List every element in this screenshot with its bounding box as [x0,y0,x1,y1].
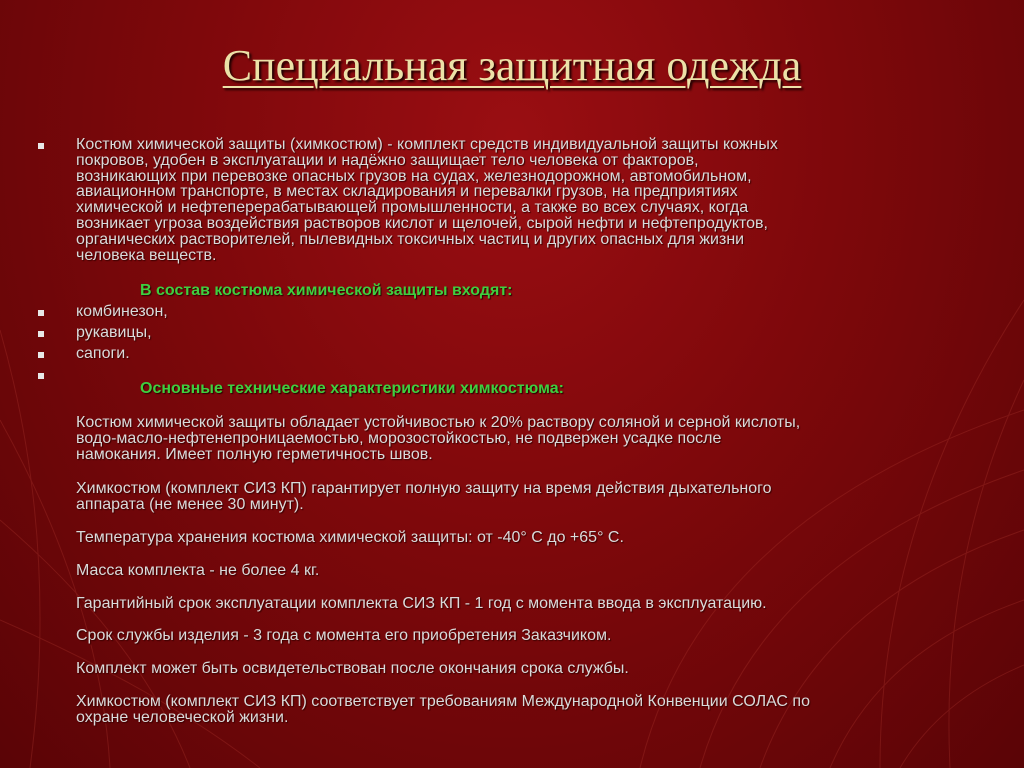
bullet-marker [38,143,44,149]
bullet-marker [38,352,44,358]
spec-line: водо-масло-нефтенепроницаемостью, морозостойкостью, не подвержен усадке после [76,429,722,447]
spec-paragraph [76,628,611,644]
composition-item: сапоги. [76,345,130,362]
spec-line: Гарантийный срок эксплуатации комплекта СИЗ КП - 1 год с момента ввода в эксплуатацию. [76,595,767,612]
spec-line: аппарата (не менее 30 минут). [76,495,304,513]
spec-line: Химкостюм (комплект СИЗ КП) соответствует требованиям Международной Конвенции СОЛАС по [76,693,810,710]
spec-paragraph [76,481,772,513]
spec-line: Срок службы изделия - 3 года с момента его приобретения Заказчиком. [76,627,612,644]
intro-paragraph [76,137,778,263]
intro-line: возникающих при перевозке опасных грузов на судах, железнодорожном, автомобильном, [76,167,752,185]
composition-heading: В состав костюма химической защиты входят: [140,282,513,299]
bullet-marker [38,331,44,337]
bullet-marker [38,310,44,316]
spec-paragraph [76,596,767,612]
spec-paragraph [76,563,319,579]
spec-paragraph [76,530,624,546]
intro-line: химической и нефтеперерабатывающей промышленности, а также во всех случаях, когда [76,199,749,217]
spec-paragraph [76,415,800,462]
intro-line: возникает угроза воздействия растворов кислот и щелочей, сырой нефти и нефтепродуктов, [76,214,768,232]
composition-item: комбинезон, [76,303,168,320]
spec-line: Температура хранения костюма химической защиты: от -40° С до +65° С. [76,529,624,546]
spec-line: намокания. Имеет полную герметичность швов. [76,445,433,463]
spec-paragraph [76,661,629,677]
composition-item: рукавицы, [76,324,152,341]
bullet-marker [38,373,44,379]
spec-line: охране человеческой жизни. [76,708,289,726]
intro-line: органических растворителей, пылевидных токсичных частиц и других опасных для жизни [76,230,745,248]
spec-paragraph [76,694,810,726]
slide-title: Специальная защитная одежда [222,41,802,90]
spec-line: Костюм химической защиты обладает устойчивостью к 20% раствору соляной и серной кислоты, [76,414,801,431]
intro-line: авиационном транспорте, в местах складирования и перевалки грузов, на предприятиях [76,183,738,201]
spec-line: Масса комплекта - не более 4 кг. [76,562,320,579]
intro-line: человека веществ. [76,246,217,264]
spec-line: Комплект может быть освидетельствован после окончания срока службы. [76,660,629,677]
intro-line: покровов, удобен в эксплуатации и надёжно защищает тело человека от факторов, [76,151,699,169]
intro-line: Костюм химической защиты (химкостюм) - комплект средств индивидуальной защиты кожных [76,136,778,153]
specs-heading: Основные технические характеристики химкостюма: [140,380,564,397]
spec-line: Химкостюм (комплект СИЗ КП) гарантирует полную защиту на время действия дыхательного [76,480,772,497]
